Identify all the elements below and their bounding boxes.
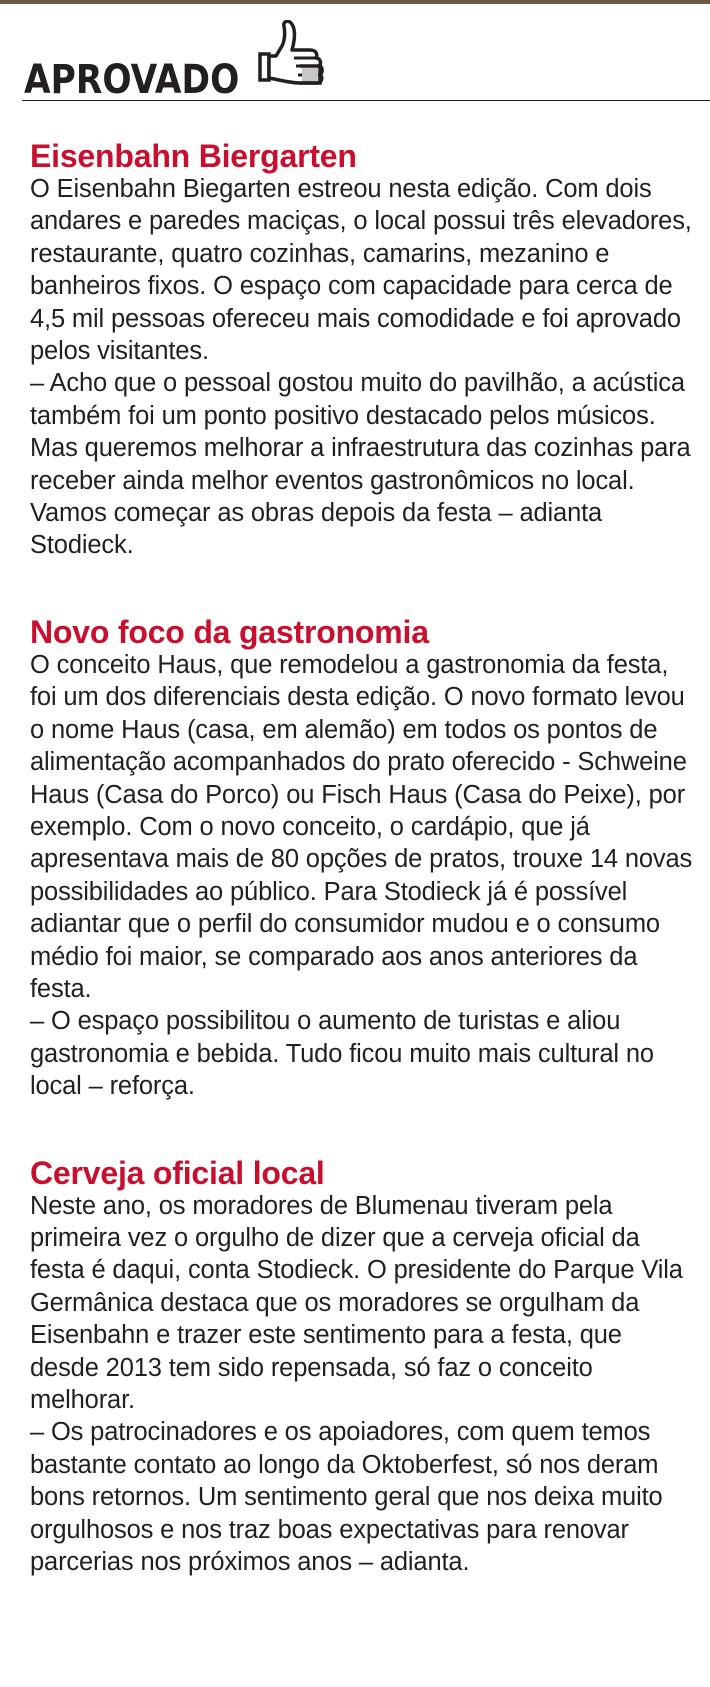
section-title: Cerveja oficial local (30, 1154, 325, 1191)
paragraph: O Eisenbahn Biegarten estreou nesta edição. Com dois andares e paredes maciças, o local possui três elevadores, restaurante, quatro cozinhas, camarins, mezanino e banheiros fixos. O espaço com capacidade para cerca de 4,5 mil pessoas ofereceu mais comodidade e foi aprovado pelos visitantes. (30, 175, 692, 366)
paragraph-quote: – O espaço possibilitou o aumento de turistas e aliou gastronomia e bebida. Tudo ficou muito mais cultural no local – reforça. (30, 1007, 654, 1101)
thumbs-up-icon (254, 20, 354, 92)
section-eisenbahn-biergarten (30, 138, 695, 562)
paragraph-quote: – Acho que o pessoal gostou muito do pavilhão, a acústica também foi um ponto positivo destacado pelos músicos. Mas queremos melhorar a infraestrutura das cozinhas para receber ainda melhor eventos gastronômicos no local. Vamos começar as obras depois da festa – adianta Stodieck. (30, 369, 691, 560)
section-title: Novo foco da gastronomia (30, 613, 429, 650)
section-header (22, 18, 710, 101)
page-title: APROVADO (24, 57, 240, 103)
paragraph: O conceito Haus, que remodelou a gastronomia da festa, foi um dos diferenciais desta edição. O novo formato levou o nome Haus (casa, em alemão) em todos os pontos de alimentação acompanhados do prato oferecido - Schweine Haus (Casa do Porco) ou Fisch Haus (Casa do Peixe), por exemplo. Com o novo conceito, o cardápio, que já apresentava mais de 80 opções de pratos, trouxe 14 novas possibilidades ao público. Para Stodieck já é possível adiantar que o perfil do consumidor mudou e o consumo médio foi maior, se comparado aos anos anteriores da festa. (30, 650, 693, 1003)
section-title: Eisenbahn Biergarten (30, 138, 357, 174)
paragraph-quote: – Os patrocinadores e os apoiadores, com quem temos bastante contato ao longo da Oktoberfest, só nos deram bons retornos. Um sentimento geral que nos deixa muito orgulhosos e nos traz boas expectativas para renovar parcerias nos próximos anos – adianta. (30, 1418, 663, 1577)
section-cerveja-oficial-local (30, 1155, 695, 1579)
paragraph: Neste ano, os moradores de Blumenau tiveram pela primeira vez o orgulho de dizer que a cerveja oficial da festa é daqui, conta Stodieck. O presidente do Parque Vila Germânica destaca que os moradores se orgulham da Eisenbahn e trazer este sentimento para a festa, que desde 2013 tem sido repensada, só faz o conceito melhorar. (30, 1191, 683, 1414)
section-novo-foco-gastronomia (30, 614, 695, 1103)
article-body (30, 138, 695, 1578)
top-border-strip (0, 0, 710, 4)
